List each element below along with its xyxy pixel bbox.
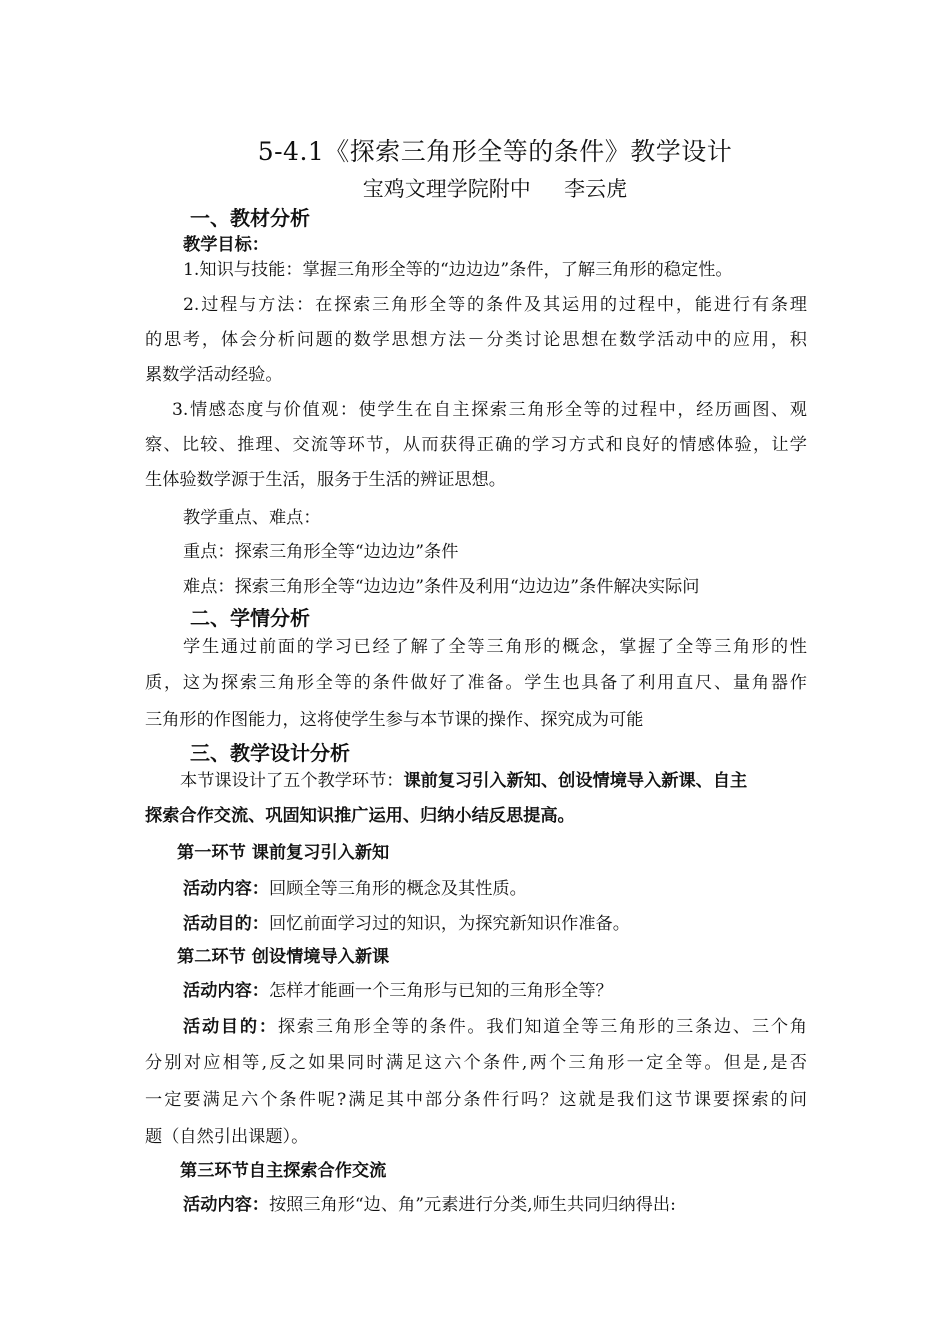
goal-3-line-1: 3.情感态度与价值观：使学生在自主探索三角形全等的过程中，经历画图、观 xyxy=(172,400,807,420)
step-2-purpose-line-3: 一定要满足六个条件呢?满足其中部分条件行吗？这就是我们这节课要探索的问 xyxy=(145,1090,807,1110)
goal-2-line-1: 2.过程与方法：在探索三角形全等的条件及其运用的过程中，能进行有条理 xyxy=(183,295,807,315)
step-1-content-text: 回顾全等三角形的概念及其性质。 xyxy=(268,879,527,899)
step-1-content xyxy=(183,874,527,899)
student-analysis-line-2: 质，这为探索三角形全等的条件做好了准备。学生也具备了利用直尺、量角器作 xyxy=(145,673,807,693)
student-analysis-line-3: 三角形的作图能力，这将使学生参与本节课的操作、探究成为可能 xyxy=(145,710,644,730)
step-2-purpose-line-2: 分别对应相等,反之如果同时满足这六个条件,两个三角形一定全等。但是,是否 xyxy=(145,1053,807,1073)
design-intro-bold: 课前复习引入新知、创设情境导入新课、自主 xyxy=(403,771,748,791)
section-heading-student-analysis: 二、学情分析 xyxy=(190,606,310,630)
goal-1: 1.知识与技能：掌握三角形全等的“边边边”条件，了解三角形的稳定性。 xyxy=(183,260,733,280)
design-intro-line-2: 探索合作交流、巩固知识推广运用、归纳小结反思提高。 xyxy=(145,806,575,826)
step-2-purpose-line-4: 题（自然引出课题）。 xyxy=(145,1127,309,1147)
step-3-title: 第三环节自主探索合作交流 xyxy=(180,1161,387,1181)
step-2-content-text: 怎样才能画一个三角形与已知的三角形全等？ xyxy=(268,981,613,1001)
step-2-purpose-label: 活动目的： xyxy=(183,1017,278,1037)
step-1-purpose-label: 活动目的： xyxy=(183,914,269,934)
step-3-content-label: 活动内容： xyxy=(183,1195,269,1215)
step-2-purpose-text-1: 探索三角形全等的条件。我们知道全等三角形的三条边、三个角 xyxy=(277,1017,807,1037)
author-line: 宝鸡文理学院附中 李云虎 xyxy=(362,177,628,201)
step-3-content-text: 按照三角形“边、角”元素进行分类,师生共同归纳得出: xyxy=(268,1195,676,1215)
goal-3-line-2: 察、比较、推理、交流等环节，从而获得正确的学习方式和良好的情感体验，让学 xyxy=(145,435,807,455)
student-analysis-line-1: 学生通过前面的学习已经了解了全等三角形的概念，掌握了全等三角形的性 xyxy=(183,637,807,657)
goal-2-line-2: 的思考，体会分析问题的数学思想方法－分类讨论思想在数学活动中的应用，积 xyxy=(145,330,807,350)
section-heading-design-analysis: 三、教学设计分析 xyxy=(190,741,350,765)
goals-label: 教学目标： xyxy=(183,235,269,255)
step-1-content-label: 活动内容： xyxy=(183,879,269,899)
step-3-content xyxy=(183,1190,676,1215)
section-heading-textbook-analysis: 一、教材分析 xyxy=(190,206,310,230)
difficulty: 难点：探索三角形全等“边边边”条件及利用“边边边”条件解决实际问 xyxy=(183,577,700,597)
document-title: 5-4.1《探索三角形全等的条件》教学设计 xyxy=(257,137,733,166)
step-1-purpose xyxy=(183,909,630,934)
step-2-content-label: 活动内容： xyxy=(183,981,269,1001)
design-intro-plain: 本节课设计了五个教学环节： xyxy=(180,771,404,791)
goal-3-line-3: 生体验数学源于生活，服务于生活的辨证思想。 xyxy=(145,470,506,490)
step-1-title: 第一环节 课前复习引入新知 xyxy=(177,843,390,863)
key-difficulty-label: 教学重点、难点： xyxy=(183,508,321,528)
goal-2-line-3: 累数学活动经验。 xyxy=(145,365,283,385)
step-2-title: 第二环节 创设情境导入新课 xyxy=(177,947,390,967)
step-1-purpose-text: 回忆前面学习过的知识，为探究新知识作准备。 xyxy=(268,914,630,934)
key-point: 重点：探索三角形全等“边边边”条件 xyxy=(183,542,459,562)
step-2-content xyxy=(183,976,613,1001)
step-2-purpose-line-1 xyxy=(183,1012,807,1037)
design-intro-line-1 xyxy=(180,766,747,791)
